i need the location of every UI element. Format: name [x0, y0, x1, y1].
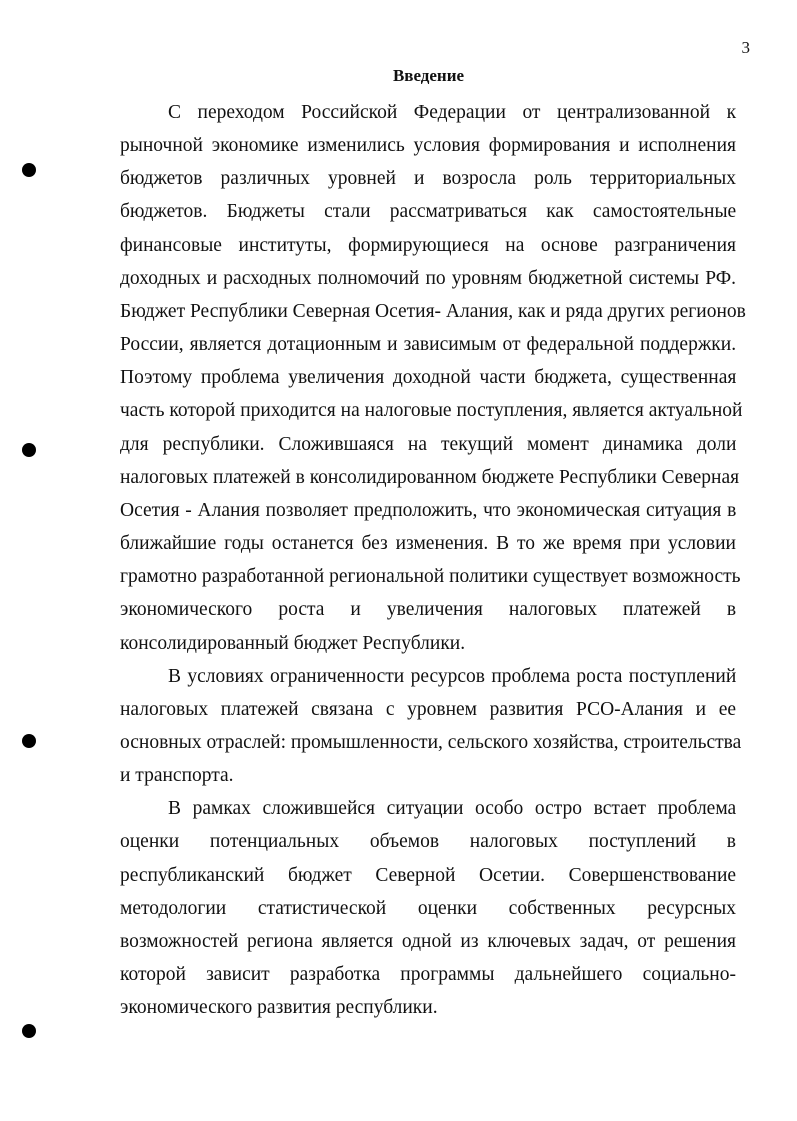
- text-line: налоговых платежей в консолидированном бюджете Республики Северная: [120, 466, 740, 488]
- text-line: бюджетов различных уровней и возросла роль территориальных: [120, 168, 737, 190]
- text-line: консолидированный бюджет Республики.: [120, 632, 466, 654]
- text-line: В рамках сложившейся ситуации особо остро встает проблема: [168, 798, 737, 820]
- document-body: [120, 96, 746, 1024]
- text-line: республиканский бюджет Северной Осетии. Совершенствование: [120, 864, 737, 886]
- text-line: налоговых платежей связана с уровнем развития РСО-Алания и ее: [120, 698, 736, 720]
- text-line: ближайшие годы останется без изменения. В то же время при условии: [120, 533, 736, 555]
- text-line: рыночной экономике изменились условия формирования и исполнения: [120, 135, 736, 157]
- text-line: и транспорта.: [120, 765, 234, 787]
- paragraph-1: [120, 96, 746, 660]
- text-line: Поэтому проблема увеличения доходной части бюджета, существенная: [120, 367, 737, 389]
- text-line: для республики. Сложившаяся на текущий момент динамика доли: [120, 433, 737, 455]
- text-line: финансовые институты, формирующиеся на основе разграничения: [120, 234, 736, 256]
- text-line: основных отраслей: промышленности, сельского хозяйства, строительства: [120, 731, 742, 753]
- section-title: Введение: [392, 66, 465, 85]
- text-line: Осетия - Алания позволяет предположить, что экономическая ситуация в: [120, 499, 737, 521]
- text-line: оценки потенциальных объемов налоговых поступлений в: [120, 831, 736, 853]
- text-line: часть которой приходится на налоговые поступления, является актуальной: [120, 400, 743, 422]
- text-line: грамотно разработанной региональной политики существует возможность: [120, 566, 741, 588]
- text-line: С переходом Российской Федерации от централизованной к: [168, 102, 737, 123]
- text-line: экономического роста и увеличения налоговых платежей в: [120, 599, 737, 621]
- margin-bullet-4: [22, 1024, 36, 1038]
- text-line: бюджетов. Бюджеты стали рассматриваться как самостоятельные: [120, 201, 737, 223]
- text-line: России, является дотационным и зависимым от федеральной поддержки.: [120, 334, 737, 356]
- margin-bullet-3: [22, 734, 36, 748]
- margin-bullet-1: [22, 163, 36, 177]
- paragraph-2: [120, 660, 742, 793]
- text-line: возможностей региона является одной из ключевых задач, от решения: [120, 930, 736, 952]
- text-line: которой зависит разработка программы дальнейшего социально-: [120, 964, 736, 986]
- text-line: Бюджет Республики Северная Осетия- Алания, как и ряда других регионов: [120, 300, 746, 322]
- margin-bullet-2: [22, 443, 36, 457]
- text-line: методологии статистической оценки собственных ресурсных: [120, 897, 737, 919]
- text-line: экономического развития республики.: [120, 997, 438, 1019]
- page-number: 3: [741, 38, 750, 57]
- text-line: В условиях ограниченности ресурсов проблема роста поступлений: [168, 665, 737, 687]
- text-line: доходных и расходных полномочий по уровням бюджетной системы РФ.: [120, 267, 736, 289]
- paragraph-3: [120, 792, 736, 1024]
